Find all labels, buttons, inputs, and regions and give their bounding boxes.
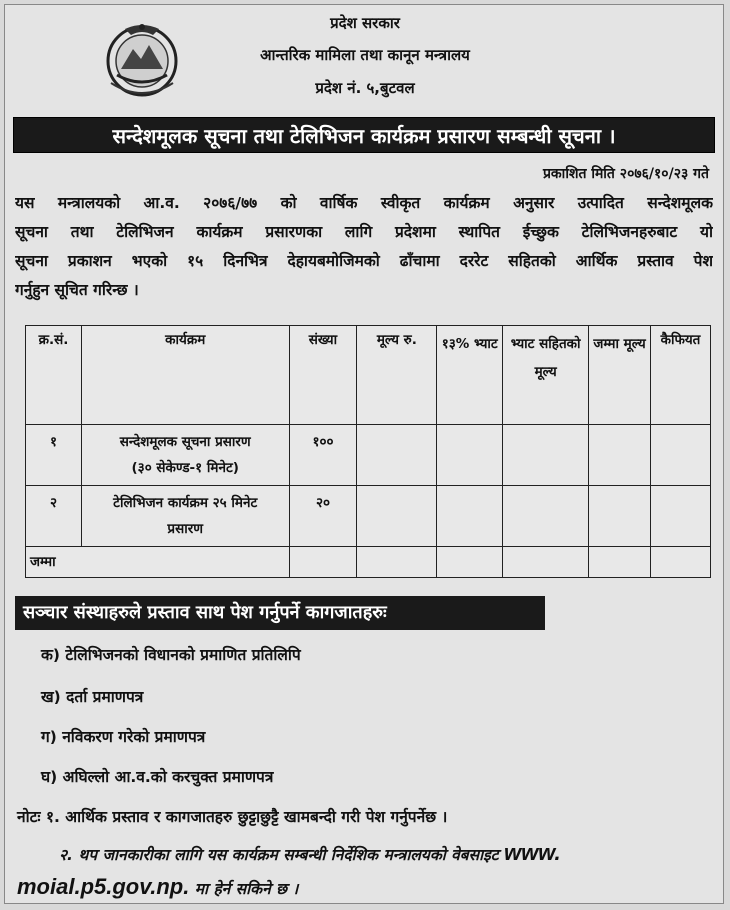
program-line: प्रसारण [167, 521, 204, 537]
cell-empty [589, 547, 651, 578]
documents-heading: सञ्चार संस्थाहरुले प्रस्ताव साथ पेश गर्नुपर्ने कागजातहरुः [15, 596, 545, 630]
program-table [25, 325, 711, 578]
document-item: ख) दर्ता प्रमाणपत्र [41, 688, 144, 706]
cell-empty [437, 425, 503, 486]
program-line: (३० सेकेण्ड-१ मिनेट) [131, 460, 239, 476]
table-row [26, 425, 711, 486]
cell-empty [589, 425, 651, 486]
intro-line: सूचना तथा टेलिभिजन कार्यक्रम प्रसारणका लागि प्रदेशमा स्थापित ईच्छुक टेलिभिजनहरुबाट यो [15, 223, 713, 241]
col-header-price: मूल्य रु. [357, 326, 437, 425]
intro-line: यस मन्त्रालयको आ.व. २०७६/७७ को वार्षिक स्वीकृत कार्यक्रम अनुसार उत्पादित सन्देशमूलक [15, 194, 713, 212]
cell-total-label: जम्मा [26, 547, 290, 578]
col-header-price-with-vat: भ्याट सहितको मूल्य [503, 326, 589, 425]
cell-empty [650, 486, 710, 547]
header-line-2: आन्तरिक मामिला तथा कानून मन्त्रालय [260, 46, 470, 64]
cell-empty [357, 486, 437, 547]
cell-empty [357, 547, 437, 578]
notice-title-banner: सन्देशमूलक सूचना तथा टेलिभिजन कार्यक्रम प्रसारण सम्बन्धी सूचना । [13, 117, 715, 153]
note-1: नोटः १. आर्थिक प्रस्ताव र कागजातहरु छुट्टाछुट्टै खामबन्दी गरी पेश गर्नुपर्नेछ । [17, 808, 448, 826]
col-header-total: जम्मा मूल्य [589, 326, 651, 425]
cell-empty [289, 547, 357, 578]
document-item: क) टेलिभिजनको विधानको प्रमाणित प्रतिलिपि [41, 646, 301, 664]
col-header-vat: १३% भ्याट [437, 326, 503, 425]
cell-sn: २ [26, 486, 82, 547]
col-header-remarks: कैफियत [650, 326, 710, 425]
website-link-part1[interactable]: www. [503, 840, 561, 865]
intro-paragraph [15, 189, 713, 305]
notice-header [5, 5, 725, 110]
cell-empty [437, 547, 503, 578]
cell-qty: १०० [289, 425, 357, 486]
document-item: घ) अघिल्लो आ.व.को करचुक्त प्रमाणपत्र [41, 768, 274, 786]
intro-line: गर्नुहुन सूचित गरिन्छ । [15, 281, 139, 299]
table-row [26, 486, 711, 547]
cell-sn: १ [26, 425, 82, 486]
program-line: टेलिभिजन कार्यक्रम २५ मिनेट [113, 495, 258, 511]
note-2 [17, 837, 719, 905]
cell-empty [503, 425, 589, 486]
table-header-row [26, 326, 711, 425]
cell-program [81, 425, 289, 486]
note-2-suffix: मा हेर्न सकिने छ । [194, 880, 299, 898]
col-header-qty: संख्या [289, 326, 357, 425]
cell-qty: २० [289, 486, 357, 547]
cell-empty [650, 425, 710, 486]
cell-empty [589, 486, 651, 547]
cell-empty [437, 486, 503, 547]
program-line: सन्देशमूलक सूचना प्रसारण [119, 434, 251, 450]
cell-empty [357, 425, 437, 486]
intro-line: सूचना प्रकाशन भएको १५ दिनभित्र देहायबमोजिमको ढाँचामा दररेट सहितको आर्थिक प्रस्ताव पेश [15, 252, 713, 270]
document-item: ग) नविकरण गरेको प्रमाणपत्र [41, 728, 206, 746]
col-header-sn: क्र.सं. [26, 326, 82, 425]
col-header-program: कार्यक्रम [81, 326, 289, 425]
cell-empty [650, 547, 710, 578]
table-total-row [26, 547, 711, 578]
published-date: प्रकाशित मिति २०७६/१०/२३ गते [542, 166, 709, 182]
cell-empty [503, 486, 589, 547]
header-line-1: प्रदेश सरकार [330, 14, 400, 32]
note-2-text: २. थप जानकारीका लागि यस कार्यक्रम सम्बन्धी निर्देशिक मन्त्रालयको वेबसाइट [59, 846, 499, 864]
header-line-3: प्रदेश नं. ५,बुटवल [315, 79, 415, 97]
website-link-part2[interactable]: moial.p5.gov.np. [17, 874, 190, 899]
cell-empty [503, 547, 589, 578]
newspaper-notice [4, 4, 724, 904]
cell-program [81, 486, 289, 547]
